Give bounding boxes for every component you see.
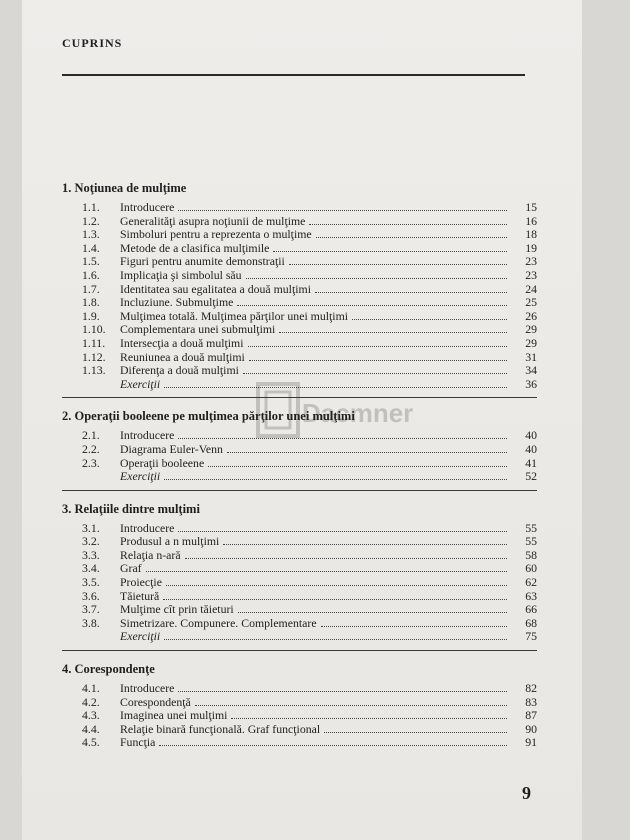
- entry-label: Intersecţia a două mulţimi: [120, 335, 244, 350]
- leader-dots: [231, 709, 507, 719]
- entry-label: Figuri pentru anumite demonstraţii: [120, 254, 285, 269]
- page-number: 9: [522, 783, 531, 803]
- entry-label: Relaţie binară funcţională. Graf funcţional: [120, 721, 321, 736]
- entry-page: 26: [525, 308, 537, 323]
- entry-number: 4.2.: [82, 694, 100, 709]
- entry-label: Imaginea unei mulţimi: [120, 708, 228, 723]
- entry-number: 2.2.: [82, 441, 100, 456]
- toc-entry: [62, 723, 537, 737]
- entry-page: 90: [525, 721, 537, 736]
- entry-label: Identitatea sau egalitatea a două mulţimi: [120, 281, 311, 296]
- toc-entry: [62, 630, 537, 644]
- entry-page: 58: [525, 547, 537, 562]
- leader-dots: [208, 457, 507, 467]
- leader-dots: [316, 228, 507, 238]
- leader-dots: [185, 549, 507, 559]
- toc-entry: [62, 364, 537, 378]
- entry-label: Funcţia: [120, 735, 156, 750]
- entry-label: Complementara unei submulţimi: [120, 322, 276, 337]
- watermark-icon: [250, 378, 414, 452]
- toc-entry: [62, 351, 537, 365]
- entry-label: Introducere: [120, 200, 175, 214]
- entry-number: 3.3.: [82, 547, 100, 562]
- leader-dots: [163, 590, 507, 600]
- entry-page: 34: [525, 363, 537, 378]
- toc-entry: [62, 470, 537, 484]
- leader-dots: [246, 269, 507, 279]
- entry-number: 1.12.: [82, 349, 106, 364]
- watermark-text: Dacmner: [302, 398, 414, 428]
- entry-page: 19: [525, 240, 537, 255]
- entry-number: 1.8.: [82, 295, 100, 310]
- entry-number: 3.1.: [82, 520, 100, 535]
- leader-dots: [178, 522, 507, 532]
- entry-page: 24: [525, 281, 537, 296]
- entry-list: [62, 201, 537, 391]
- entry-page: 83: [525, 694, 537, 709]
- entry-page: 60: [525, 561, 537, 576]
- entry-number: 1.9.: [82, 308, 100, 323]
- entry-page: 16: [525, 213, 537, 228]
- entry-page: 40: [525, 428, 537, 443]
- entry-number: 4.3.: [82, 708, 100, 723]
- entry-page: 18: [525, 227, 537, 242]
- entry-number: 1.5.: [82, 254, 100, 269]
- entry-label: Produsul a n mulţimi: [120, 534, 220, 549]
- toc-entry: [62, 215, 537, 229]
- toc-entry: [62, 296, 537, 310]
- entry-number: 1.6.: [82, 267, 100, 282]
- entry-number: 3.2.: [82, 534, 100, 549]
- leader-dots: [273, 242, 507, 252]
- leader-dots: [249, 351, 507, 361]
- toc-entry: [62, 590, 537, 604]
- entry-label: Implicaţia şi simbolul său: [120, 267, 242, 282]
- toc-entry: [62, 617, 537, 631]
- toc-entry: [62, 337, 537, 351]
- page-header: CUPRINS: [62, 36, 123, 50]
- entry-number: 1.13.: [82, 363, 106, 378]
- entry-number: 1.10.: [82, 322, 106, 337]
- entry-number: 3.5.: [82, 575, 100, 590]
- toc-entry: [62, 228, 537, 242]
- entry-page: 75: [525, 629, 537, 644]
- entry-page: 87: [525, 708, 537, 723]
- leader-dots: [164, 470, 507, 480]
- entry-label: Corespondenţă: [120, 694, 191, 709]
- entry-label: Relaţia n-ară: [120, 547, 181, 562]
- entry-number: 1.1.: [82, 200, 100, 214]
- toc-entry: [62, 549, 537, 563]
- leader-dots: [352, 310, 507, 320]
- chapter-title: 3. Relaţiile dintre mulţimi: [62, 501, 200, 516]
- exercises-label: Exerciţii: [120, 469, 161, 484]
- leader-dots: [146, 562, 507, 572]
- chapter-divider: [62, 650, 537, 651]
- entry-number: 1.3.: [82, 227, 100, 242]
- entry-list: [62, 682, 537, 750]
- toc-entry: [62, 535, 537, 549]
- leader-dots: [238, 603, 507, 613]
- toc-entry: [62, 323, 537, 337]
- entry-page: 91: [525, 735, 537, 750]
- entry-number: 4.1.: [82, 681, 100, 696]
- leader-dots: [324, 723, 507, 733]
- entry-label: Generalităţi asupra noţiunii de mulţime: [120, 213, 306, 228]
- entry-label: Simetrizare. Compunere. Complementare: [120, 615, 317, 630]
- toc-entry: [62, 562, 537, 576]
- leader-dots: [279, 323, 507, 333]
- entry-label: Mulţime cît prin tăieturi: [120, 602, 234, 617]
- entry-label: Tăietură: [120, 588, 160, 603]
- entry-label: Proiecţie: [120, 575, 162, 590]
- entry-page: 55: [525, 520, 537, 535]
- entry-label: Introducere: [120, 428, 175, 443]
- entry-label: Reuniunea a două mulţimi: [120, 349, 245, 364]
- leader-dots: [178, 682, 507, 692]
- entry-page: 82: [525, 681, 537, 696]
- entry-number: 3.6.: [82, 588, 100, 603]
- leader-dots: [237, 296, 507, 306]
- header-rule: [62, 74, 525, 76]
- entry-label: Operaţii booleene: [120, 455, 205, 470]
- leader-dots: [164, 630, 507, 640]
- toc-entry: [62, 269, 537, 283]
- table-of-contents: [62, 178, 537, 750]
- toc-entry: [62, 736, 537, 750]
- entry-number: 3.4.: [82, 561, 100, 576]
- toc-entry: [62, 242, 537, 256]
- entry-page: 63: [525, 588, 537, 603]
- chapter-title: 4. Corespondenţe: [62, 662, 155, 677]
- entry-page: 29: [525, 322, 537, 337]
- leader-dots: [309, 215, 507, 225]
- leader-dots: [159, 736, 507, 746]
- toc-entry: [62, 522, 537, 536]
- entry-label: Incluziune. Submulţime: [120, 295, 234, 310]
- toc-entry: [62, 201, 537, 215]
- entry-number: 2.3.: [82, 455, 100, 470]
- chapter-section: [62, 659, 537, 750]
- chapter-title: 1. Noţiunea de mulţime: [62, 181, 187, 195]
- exercises-label: Exerciţii: [120, 629, 161, 644]
- entry-label: Introducere: [120, 520, 175, 535]
- leader-dots: [243, 364, 507, 374]
- entry-number: 3.8.: [82, 615, 100, 630]
- leader-dots: [223, 535, 507, 545]
- entry-number: 1.11.: [82, 335, 106, 350]
- entry-page: 23: [525, 254, 537, 269]
- exercises-label: Exerciţii: [120, 376, 161, 391]
- toc-entry: [62, 283, 537, 297]
- toc-entry: [62, 709, 537, 723]
- leader-dots: [289, 255, 507, 265]
- entry-page: 55: [525, 534, 537, 549]
- entry-page: 52: [525, 469, 537, 484]
- entry-list: [62, 522, 537, 644]
- entry-label: Mulţimea totală. Mulţimea părţilor unei mulţimi: [120, 308, 349, 323]
- toc-entry: [62, 603, 537, 617]
- leader-dots: [178, 201, 507, 211]
- entry-number: 1.2.: [82, 213, 100, 228]
- toc-entry: [62, 682, 537, 696]
- entry-label: Graf: [120, 561, 142, 576]
- entry-label: Diferenţa a două mulţimi: [120, 363, 239, 378]
- entry-number: 3.7.: [82, 602, 100, 617]
- entry-page: 41: [525, 455, 537, 470]
- entry-page: 36: [525, 376, 537, 391]
- leader-dots: [315, 283, 507, 293]
- entry-label: Simboluri pentru a reprezenta o mulţime: [120, 227, 312, 242]
- chapter-divider: [62, 490, 537, 491]
- entry-label: Metode de a clasifica mulţimile: [120, 240, 270, 255]
- entry-label: Diagrama Euler-Venn: [120, 441, 223, 456]
- book-page: [22, 0, 582, 840]
- toc-entry: [62, 696, 537, 710]
- entry-page: 40: [525, 441, 537, 456]
- entry-page: 15: [525, 200, 537, 214]
- toc-entry: [62, 255, 537, 269]
- entry-number: 4.5.: [82, 735, 100, 750]
- entry-page: 68: [525, 615, 537, 630]
- entry-number: 1.4.: [82, 240, 100, 255]
- toc-entry: [62, 576, 537, 590]
- entry-page: 23: [525, 267, 537, 282]
- entry-number: 1.7.: [82, 281, 100, 296]
- leader-dots: [321, 617, 507, 627]
- entry-page: 66: [525, 602, 537, 617]
- entry-page: 29: [525, 335, 537, 350]
- entry-page: 25: [525, 295, 537, 310]
- watermark-logo: [250, 378, 414, 452]
- chapter-title: 2. Operaţii booleene pe mulţimea părţilor unei mulţimi: [62, 409, 355, 424]
- entry-number: 2.1.: [82, 428, 100, 443]
- entry-page: 62: [525, 575, 537, 590]
- chapter-section: [62, 499, 537, 644]
- entry-number: 4.4.: [82, 721, 100, 736]
- entry-page: 31: [525, 349, 537, 364]
- leader-dots: [166, 576, 507, 586]
- leader-dots: [195, 696, 507, 706]
- toc-entry: [62, 457, 537, 471]
- chapter-section: [62, 178, 537, 391]
- toc-entry: [62, 310, 537, 324]
- leader-dots: [248, 337, 508, 347]
- entry-label: Introducere: [120, 681, 175, 696]
